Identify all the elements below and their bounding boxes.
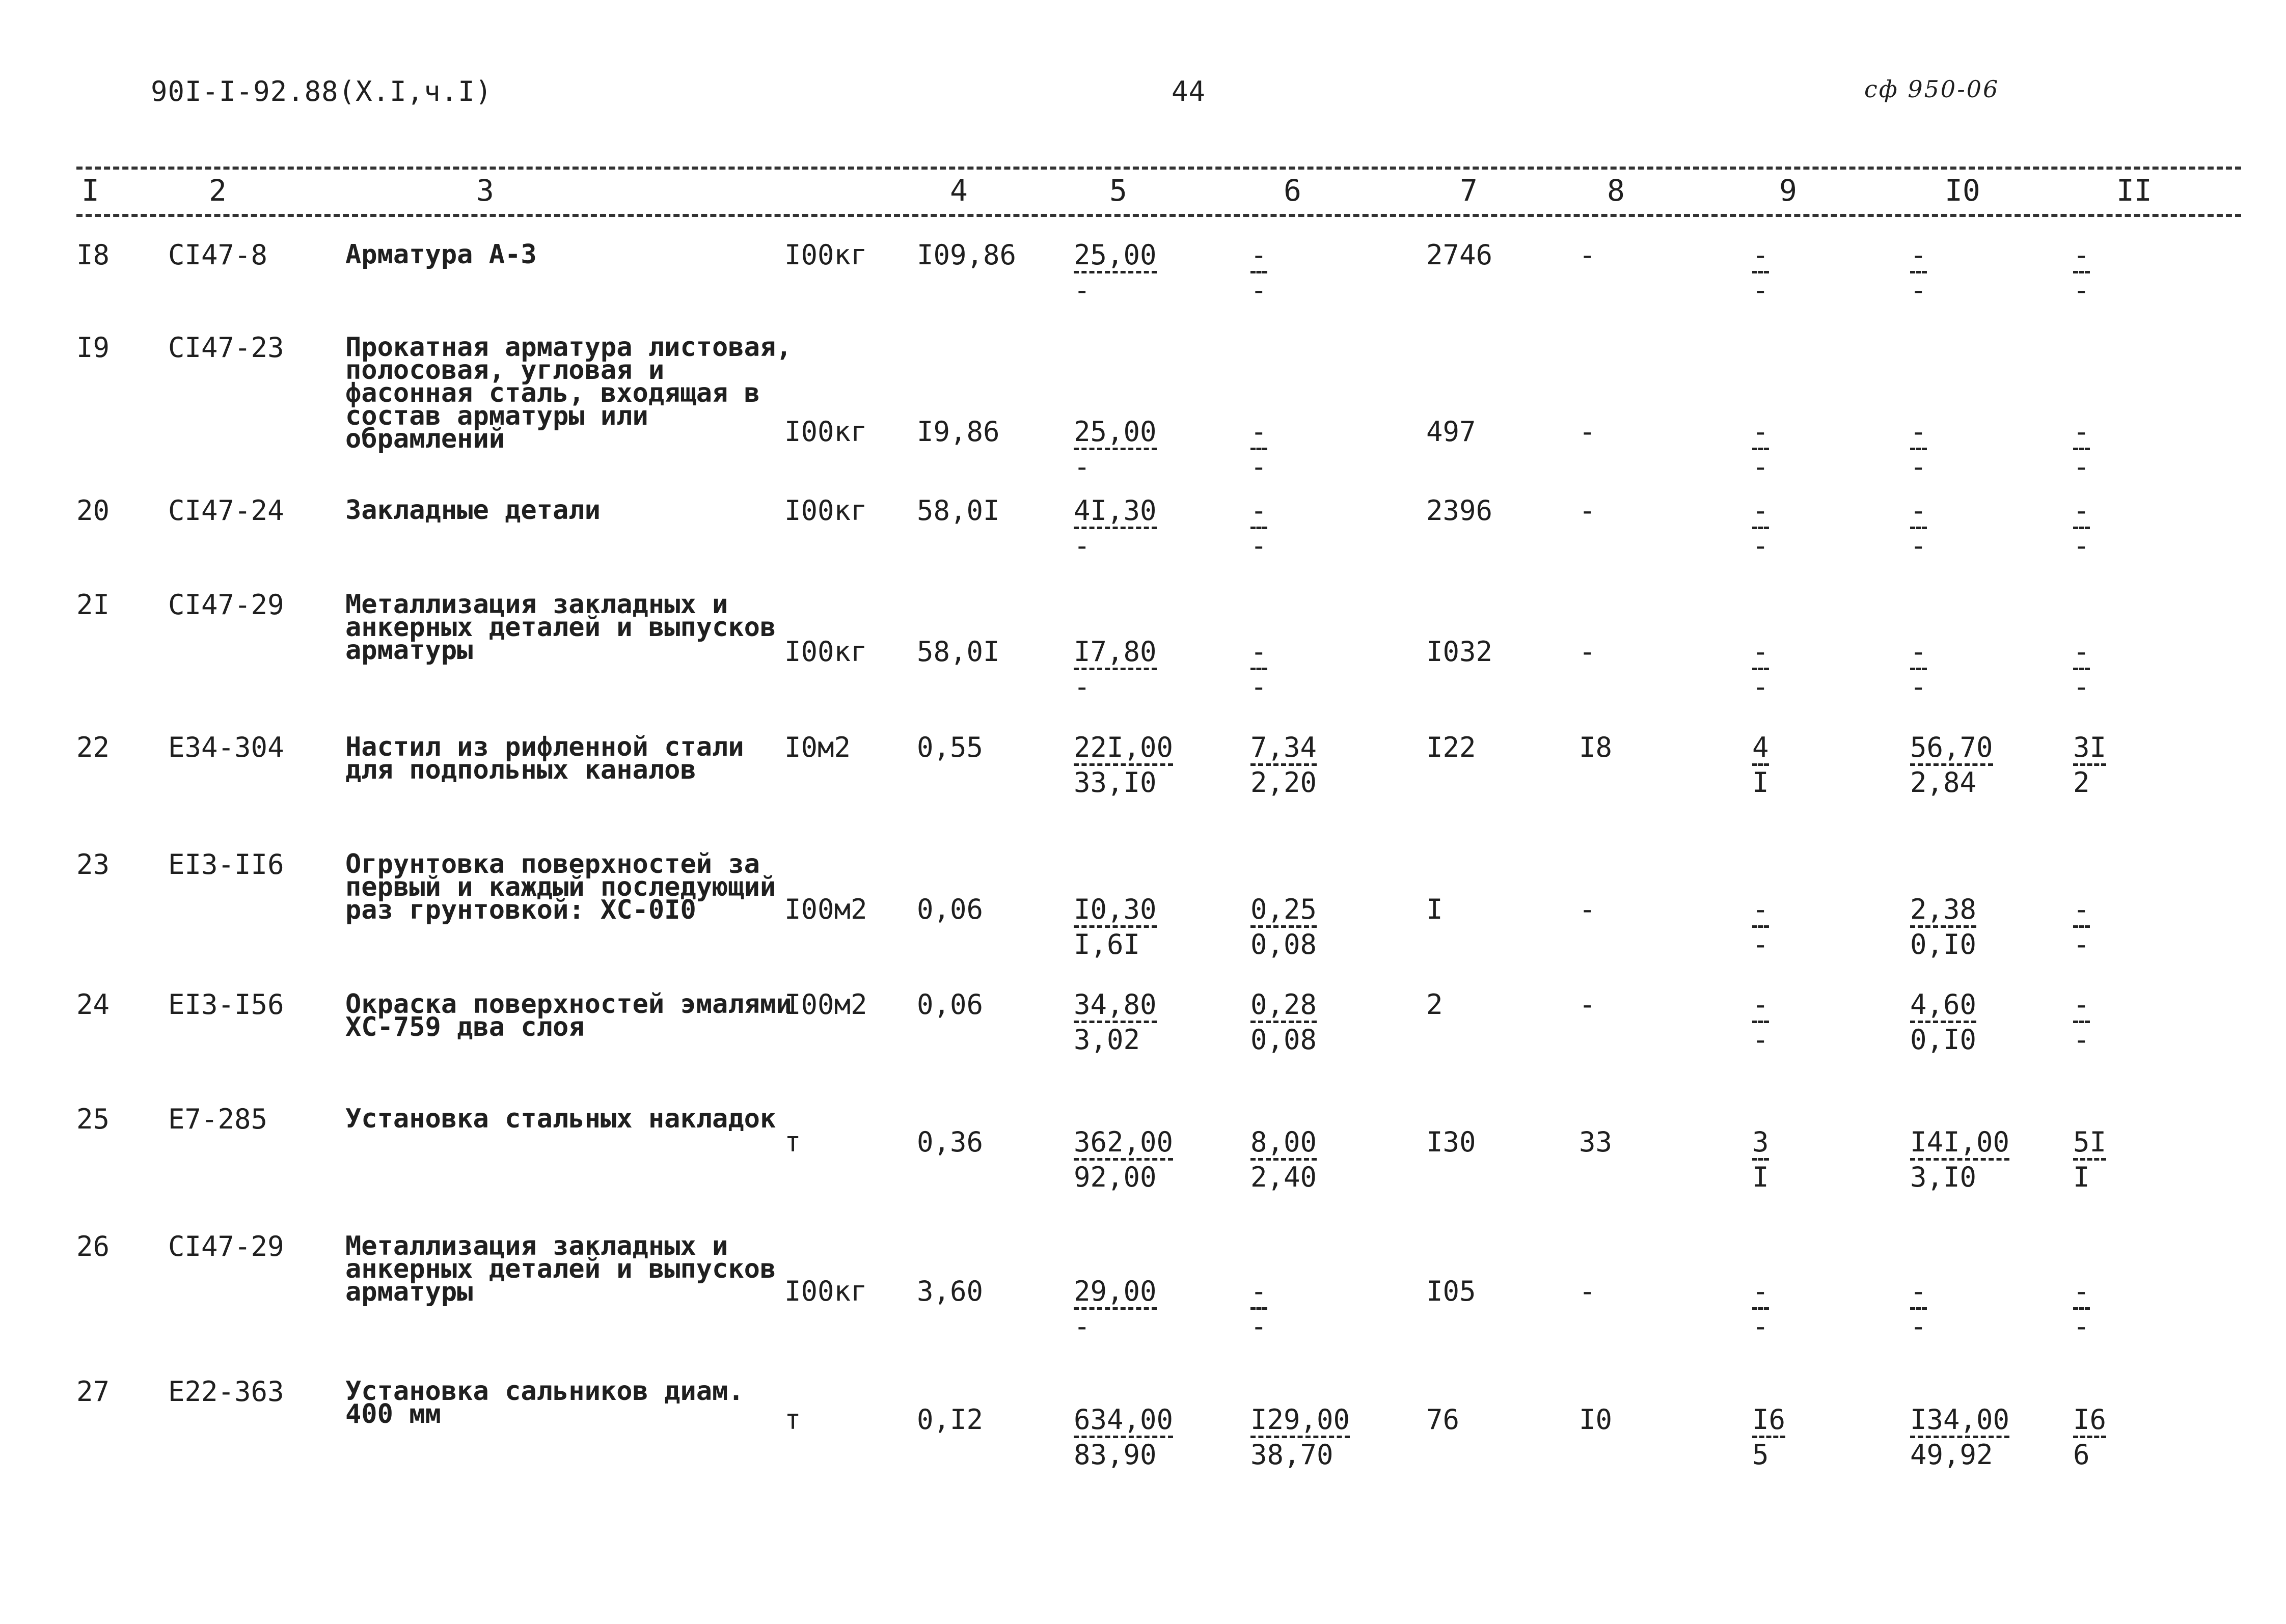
- c9-bottom-value: -: [1752, 928, 1769, 960]
- c11-top-value: 5I: [2073, 1126, 2107, 1158]
- column-number: 3: [476, 173, 494, 208]
- quantity: I09,86: [917, 239, 1017, 271]
- column-7-value: 2396: [1426, 494, 1493, 527]
- c9-bottom-value: -: [1752, 671, 1769, 703]
- c10-bottom-value: 3,I0: [1910, 1161, 1977, 1193]
- column-7-value: I22: [1426, 731, 1476, 763]
- fraction-bar: [1752, 1436, 1785, 1438]
- c5-fraction: [1074, 636, 1157, 703]
- column-number: 9: [1779, 173, 1797, 208]
- unit: I00кг: [784, 636, 867, 668]
- column-number: II: [2116, 173, 2152, 208]
- c5-bottom-value: 83,90: [1074, 1439, 1157, 1471]
- c9-fraction: [1752, 1403, 1786, 1471]
- norm-code: CI47-24: [168, 494, 284, 527]
- fraction-bar: [1074, 527, 1157, 529]
- unit: I00м2: [784, 893, 867, 925]
- c6-bottom-value: 38,70: [1250, 1439, 1334, 1471]
- c11-top-value: -: [2073, 416, 2090, 448]
- quantity: I9,86: [917, 416, 1000, 448]
- c10-fraction: [1910, 988, 1977, 1056]
- c6-bottom-value: -: [1250, 671, 1267, 703]
- fraction-bar: [1250, 1436, 1350, 1438]
- fraction-bar: [1910, 1307, 1927, 1310]
- fraction-bar: [2073, 1158, 2106, 1161]
- c5-fraction: [1074, 416, 1157, 483]
- column-number: 5: [1109, 173, 1127, 208]
- c11-bottom-value: -: [2073, 274, 2090, 306]
- c5-fraction: [1074, 893, 1157, 960]
- column-7-value: 497: [1426, 416, 1476, 448]
- c6-bottom-value: 2,20: [1250, 766, 1317, 799]
- fraction-bar: [2073, 1021, 2090, 1023]
- handwritten-code: сф 950-06: [1864, 75, 2000, 103]
- c9-top-value: -: [1752, 239, 1769, 271]
- row-number: I9: [76, 332, 110, 364]
- c9-fraction: [1752, 988, 1769, 1056]
- norm-code: EI3-I56: [168, 988, 284, 1021]
- row-number: 2I: [76, 589, 110, 621]
- fraction-bar: [1074, 271, 1157, 273]
- c9-fraction: [1752, 494, 1769, 562]
- c6-top-value: -: [1250, 1275, 1267, 1307]
- column-7-value: 2746: [1426, 239, 1493, 271]
- c9-bottom-value: -: [1752, 451, 1769, 483]
- c5-fraction: [1074, 1403, 1174, 1471]
- c5-top-value: 362,00: [1074, 1126, 1174, 1158]
- row-number: 25: [76, 1103, 110, 1135]
- quantity: 0,06: [917, 988, 984, 1021]
- c6-top-value: -: [1250, 494, 1267, 527]
- c6-bottom-value: 0,08: [1250, 1024, 1317, 1056]
- c10-bottom-value: -: [1910, 530, 1927, 562]
- quantity: 0,I2: [917, 1403, 984, 1436]
- c10-fraction: [1910, 1403, 2010, 1471]
- work-description: Арматура А-3: [345, 239, 537, 270]
- c5-fraction: [1074, 239, 1157, 306]
- c10-top-value: -: [1910, 1275, 1927, 1307]
- fraction-bar: [1910, 925, 1976, 928]
- fraction-bar: [1752, 527, 1769, 529]
- c10-fraction: [1910, 1126, 2010, 1193]
- column-8-value: I0: [1579, 1403, 1613, 1436]
- c9-bottom-value: -: [1752, 530, 1769, 562]
- c11-bottom-value: -: [2073, 451, 2090, 483]
- work-description: Установка сальников диам. 400 мм: [345, 1376, 744, 1429]
- c11-fraction: [2073, 1275, 2090, 1342]
- c10-fraction: [1910, 494, 1927, 562]
- fraction-bar: [1910, 271, 1927, 273]
- c10-top-value: -: [1910, 636, 1927, 668]
- column-8-value: I8: [1579, 731, 1613, 763]
- c10-top-value: I34,00: [1910, 1403, 2010, 1436]
- quantity: 58,0I: [917, 636, 1000, 668]
- fraction-bar: [1074, 1436, 1173, 1438]
- work-description: Установка стальных накладок: [345, 1104, 776, 1134]
- c6-fraction: [1250, 494, 1267, 562]
- document-reference: 90I-I-92.88(X.I,ч.I): [151, 75, 493, 107]
- fraction-bar: [1074, 1158, 1173, 1161]
- c9-fraction: [1752, 636, 1769, 703]
- fraction-bar: [1910, 527, 1927, 529]
- column-8-value: -: [1579, 239, 1596, 271]
- c11-fraction: [2073, 416, 2090, 483]
- fraction-bar: [2073, 668, 2090, 670]
- c5-top-value: 25,00: [1074, 239, 1157, 271]
- column-8-value: -: [1579, 494, 1596, 527]
- c5-bottom-value: 92,00: [1074, 1161, 1157, 1193]
- fraction-bar: [1074, 763, 1173, 766]
- column-8-value: -: [1579, 893, 1596, 925]
- fraction-bar: [1250, 1021, 1317, 1023]
- c6-fraction: [1250, 1275, 1267, 1342]
- c6-top-value: 0,25: [1250, 893, 1317, 925]
- fraction-bar: [1250, 527, 1267, 529]
- c5-bottom-value: 33,I0: [1074, 766, 1157, 799]
- c5-top-value: 4I,30: [1074, 494, 1157, 527]
- c10-fraction: [1910, 636, 1927, 703]
- c6-top-value: -: [1250, 636, 1267, 668]
- c9-top-value: -: [1752, 636, 1769, 668]
- column-number: 6: [1284, 173, 1301, 208]
- c6-top-value: -: [1250, 239, 1267, 271]
- c10-bottom-value: 0,I0: [1910, 1024, 1977, 1056]
- row-number: 20: [76, 494, 110, 527]
- c10-bottom-value: -: [1910, 274, 1927, 306]
- column-7-value: I: [1426, 893, 1443, 925]
- fraction-bar: [2073, 527, 2090, 529]
- column-7-value: I032: [1426, 636, 1493, 668]
- fraction-bar: [1250, 668, 1267, 670]
- fraction-bar: [1752, 925, 1769, 928]
- c11-bottom-value: -: [2073, 530, 2090, 562]
- fraction-bar: [1250, 1307, 1267, 1310]
- c10-top-value: -: [1910, 494, 1927, 527]
- unit: т: [784, 1403, 801, 1436]
- unit: I00м2: [784, 988, 867, 1021]
- c6-top-value: I29,00: [1250, 1403, 1350, 1436]
- c9-bottom-value: -: [1752, 274, 1769, 306]
- unit: I00кг: [784, 239, 867, 271]
- c5-top-value: 634,00: [1074, 1403, 1174, 1436]
- c5-bottom-value: -: [1074, 671, 1091, 703]
- c6-top-value: 7,34: [1250, 731, 1317, 763]
- c5-fraction: [1074, 494, 1157, 562]
- c9-bottom-value: 5: [1752, 1439, 1769, 1471]
- c9-top-value: -: [1752, 494, 1769, 527]
- column-8-value: -: [1579, 636, 1596, 668]
- c11-fraction: [2073, 1403, 2107, 1471]
- fraction-bar: [1250, 1158, 1317, 1161]
- row-number: 22: [76, 731, 110, 763]
- c5-top-value: 22I,00: [1074, 731, 1174, 763]
- c6-fraction: [1250, 239, 1267, 306]
- c5-top-value: 29,00: [1074, 1275, 1157, 1307]
- c6-bottom-value: -: [1250, 1310, 1267, 1342]
- c9-bottom-value: I: [1752, 766, 1769, 799]
- c6-bottom-value: -: [1250, 530, 1267, 562]
- unit: I0м2: [784, 731, 851, 763]
- c10-top-value: 2,38: [1910, 893, 1977, 925]
- c6-fraction: [1250, 416, 1267, 483]
- fraction-bar: [1910, 1436, 2009, 1438]
- c9-top-value: -: [1752, 1275, 1769, 1307]
- c11-fraction: [2073, 1126, 2107, 1193]
- unit: т: [784, 1126, 801, 1158]
- column-8-value: -: [1579, 416, 1596, 448]
- c5-top-value: 25,00: [1074, 416, 1157, 448]
- c10-bottom-value: 2,84: [1910, 766, 1977, 799]
- quantity: 0,55: [917, 731, 984, 763]
- work-description: Огрунтовка поверхностей за первый и каждый последующий раз грунтовкой: ХС-0I0: [345, 849, 776, 925]
- c6-fraction: [1250, 731, 1317, 799]
- quantity: 58,0I: [917, 494, 1000, 527]
- c11-top-value: -: [2073, 1275, 2090, 1307]
- c6-top-value: 0,28: [1250, 988, 1317, 1021]
- fraction-bar: [1910, 763, 1993, 766]
- c5-bottom-value: -: [1074, 451, 1091, 483]
- c5-fraction: [1074, 1275, 1157, 1342]
- c6-fraction: [1250, 636, 1267, 703]
- c9-top-value: -: [1752, 416, 1769, 448]
- c10-top-value: 56,70: [1910, 731, 1993, 763]
- c9-fraction: [1752, 416, 1769, 483]
- fraction-bar: [1250, 271, 1267, 273]
- c11-bottom-value: I: [2073, 1161, 2090, 1193]
- c9-top-value: -: [1752, 893, 1769, 925]
- row-number: I8: [76, 239, 110, 271]
- c10-top-value: 4,60: [1910, 988, 1977, 1021]
- c11-top-value: 3I: [2073, 731, 2107, 763]
- fraction-bar: [1910, 668, 1927, 670]
- column-number: 4: [950, 173, 968, 208]
- norm-code: CI47-29: [168, 1230, 284, 1262]
- c10-fraction: [1910, 893, 1977, 960]
- c6-fraction: [1250, 893, 1317, 960]
- column-number: 2: [209, 173, 227, 208]
- fraction-bar: [1752, 763, 1769, 766]
- column-8-value: 33: [1579, 1126, 1613, 1158]
- c11-bottom-value: -: [2073, 1024, 2090, 1056]
- c5-bottom-value: -: [1074, 1310, 1091, 1342]
- c10-bottom-value: -: [1910, 1310, 1927, 1342]
- column-number: 8: [1607, 173, 1625, 208]
- c5-bottom-value: I,6I: [1074, 928, 1140, 960]
- unit: I00кг: [784, 1275, 867, 1307]
- c6-bottom-value: 0,08: [1250, 928, 1317, 960]
- fraction-bar: [2073, 925, 2090, 928]
- fraction-bar: [2073, 271, 2090, 273]
- c9-fraction: [1752, 893, 1769, 960]
- fraction-bar: [1250, 925, 1317, 928]
- work-description: Металлизация закладных и анкерных деталей и выпусков арматуры: [345, 1231, 776, 1307]
- column-7-value: I30: [1426, 1126, 1476, 1158]
- c11-fraction: [2073, 988, 2090, 1056]
- c11-top-value: -: [2073, 494, 2090, 527]
- c9-top-value: I6: [1752, 1403, 1786, 1436]
- work-description: Закладные детали: [345, 495, 601, 526]
- c5-fraction: [1074, 731, 1174, 799]
- c5-bottom-value: 3,02: [1074, 1024, 1140, 1056]
- c10-fraction: [1910, 731, 1993, 799]
- c9-top-value: -: [1752, 988, 1769, 1021]
- fraction-bar: [1074, 668, 1157, 670]
- c6-top-value: 8,00: [1250, 1126, 1317, 1158]
- page-number: 44: [1172, 75, 1206, 107]
- quantity: 3,60: [917, 1275, 984, 1307]
- column-7-value: 76: [1426, 1403, 1460, 1436]
- work-description: Настил из рифленной стали для подпольных каналов: [345, 732, 744, 785]
- fraction-bar: [1250, 448, 1267, 450]
- c6-fraction: [1250, 988, 1317, 1056]
- quantity: 0,06: [917, 893, 984, 925]
- fraction-bar: [1074, 1021, 1157, 1023]
- norm-code: CI47-29: [168, 589, 284, 621]
- row-number: 27: [76, 1375, 110, 1408]
- row-number: 24: [76, 988, 110, 1021]
- c11-fraction: [2073, 636, 2090, 703]
- c6-bottom-value: -: [1250, 451, 1267, 483]
- c6-fraction: [1250, 1403, 1350, 1471]
- fraction-bar: [2073, 763, 2106, 766]
- fraction-bar: [2073, 1307, 2090, 1310]
- c10-bottom-value: -: [1910, 451, 1927, 483]
- c5-fraction: [1074, 988, 1157, 1056]
- c5-top-value: I0,30: [1074, 893, 1157, 925]
- c9-fraction: [1752, 1275, 1769, 1342]
- fraction-bar: [1250, 763, 1317, 766]
- norm-code: CI47-23: [168, 332, 284, 364]
- fraction-bar: [1752, 668, 1769, 670]
- c11-top-value: -: [2073, 239, 2090, 271]
- c11-fraction: [2073, 731, 2107, 799]
- c11-top-value: -: [2073, 988, 2090, 1021]
- work-description: Металлизация закладных и анкерных деталей и выпусков арматуры: [345, 589, 776, 666]
- c5-top-value: I7,80: [1074, 636, 1157, 668]
- column-number: 7: [1460, 173, 1478, 208]
- c11-fraction: [2073, 893, 2090, 960]
- c11-top-value: I6: [2073, 1403, 2107, 1436]
- header-divider-top: [76, 167, 2241, 170]
- fraction-bar: [2073, 448, 2090, 450]
- c6-bottom-value: 2,40: [1250, 1161, 1317, 1193]
- fraction-bar: [1074, 448, 1157, 450]
- c11-bottom-value: -: [2073, 671, 2090, 703]
- column-7-value: I05: [1426, 1275, 1476, 1307]
- norm-code: E34-304: [168, 731, 284, 763]
- c6-top-value: -: [1250, 416, 1267, 448]
- fraction-bar: [1910, 1158, 2009, 1161]
- c9-bottom-value: I: [1752, 1161, 1769, 1193]
- norm-code: E7-285: [168, 1103, 268, 1135]
- fraction-bar: [1752, 1021, 1769, 1023]
- c11-bottom-value: 2: [2073, 766, 2090, 799]
- header-divider-bottom: [76, 214, 2241, 217]
- column-8-value: -: [1579, 1275, 1596, 1307]
- c9-top-value: 4: [1752, 731, 1769, 763]
- fraction-bar: [1074, 925, 1157, 928]
- c10-bottom-value: 0,I0: [1910, 928, 1977, 960]
- fraction-bar: [1910, 1021, 1976, 1023]
- c11-bottom-value: 6: [2073, 1439, 2090, 1471]
- c5-top-value: 34,80: [1074, 988, 1157, 1021]
- unit: I00кг: [784, 416, 867, 448]
- c9-bottom-value: -: [1752, 1310, 1769, 1342]
- c10-top-value: I4I,00: [1910, 1126, 2010, 1158]
- work-description: Окраска поверхностей эмалями ХС-759 два слоя: [345, 989, 792, 1042]
- fraction-bar: [1752, 1158, 1769, 1161]
- c6-fraction: [1250, 1126, 1317, 1193]
- c5-bottom-value: -: [1074, 274, 1091, 306]
- c11-bottom-value: -: [2073, 928, 2090, 960]
- fraction-bar: [1910, 448, 1927, 450]
- column-number: I: [81, 173, 99, 208]
- c11-fraction: [2073, 494, 2090, 562]
- norm-code: EI3-II6: [168, 848, 284, 880]
- fraction-bar: [2073, 1436, 2106, 1438]
- quantity: 0,36: [917, 1126, 984, 1158]
- column-7-value: 2: [1426, 988, 1443, 1021]
- c10-fraction: [1910, 416, 1927, 483]
- c9-fraction: [1752, 1126, 1769, 1193]
- c11-top-value: -: [2073, 893, 2090, 925]
- fraction-bar: [1752, 448, 1769, 450]
- c9-fraction: [1752, 239, 1769, 306]
- c6-bottom-value: -: [1250, 274, 1267, 306]
- c10-fraction: [1910, 239, 1927, 306]
- column-number-row: [0, 173, 2286, 209]
- c5-bottom-value: -: [1074, 530, 1091, 562]
- column-8-value: -: [1579, 988, 1596, 1021]
- c10-fraction: [1910, 1275, 1927, 1342]
- c11-fraction: [2073, 239, 2090, 306]
- norm-code: CI47-8: [168, 239, 268, 271]
- unit: I00кг: [784, 494, 867, 527]
- c10-top-value: -: [1910, 416, 1927, 448]
- c11-bottom-value: -: [2073, 1310, 2090, 1342]
- c9-fraction: [1752, 731, 1769, 799]
- c10-bottom-value: 49,92: [1910, 1439, 1993, 1471]
- row-number: 23: [76, 848, 110, 880]
- fraction-bar: [1074, 1307, 1157, 1310]
- c5-fraction: [1074, 1126, 1174, 1193]
- work-description: Прокатная арматура листовая, полосовая, угловая и фасонная сталь, входящая в состав арматуры или обрамлений: [345, 332, 792, 454]
- row-number: 26: [76, 1230, 110, 1262]
- c11-top-value: -: [2073, 636, 2090, 668]
- column-number: I0: [1945, 173, 1980, 208]
- fraction-bar: [1752, 271, 1769, 273]
- c9-top-value: 3: [1752, 1126, 1769, 1158]
- c10-top-value: -: [1910, 239, 1927, 271]
- c10-bottom-value: -: [1910, 671, 1927, 703]
- norm-code: E22-363: [168, 1375, 284, 1408]
- fraction-bar: [1752, 1307, 1769, 1310]
- c9-bottom-value: -: [1752, 1024, 1769, 1056]
